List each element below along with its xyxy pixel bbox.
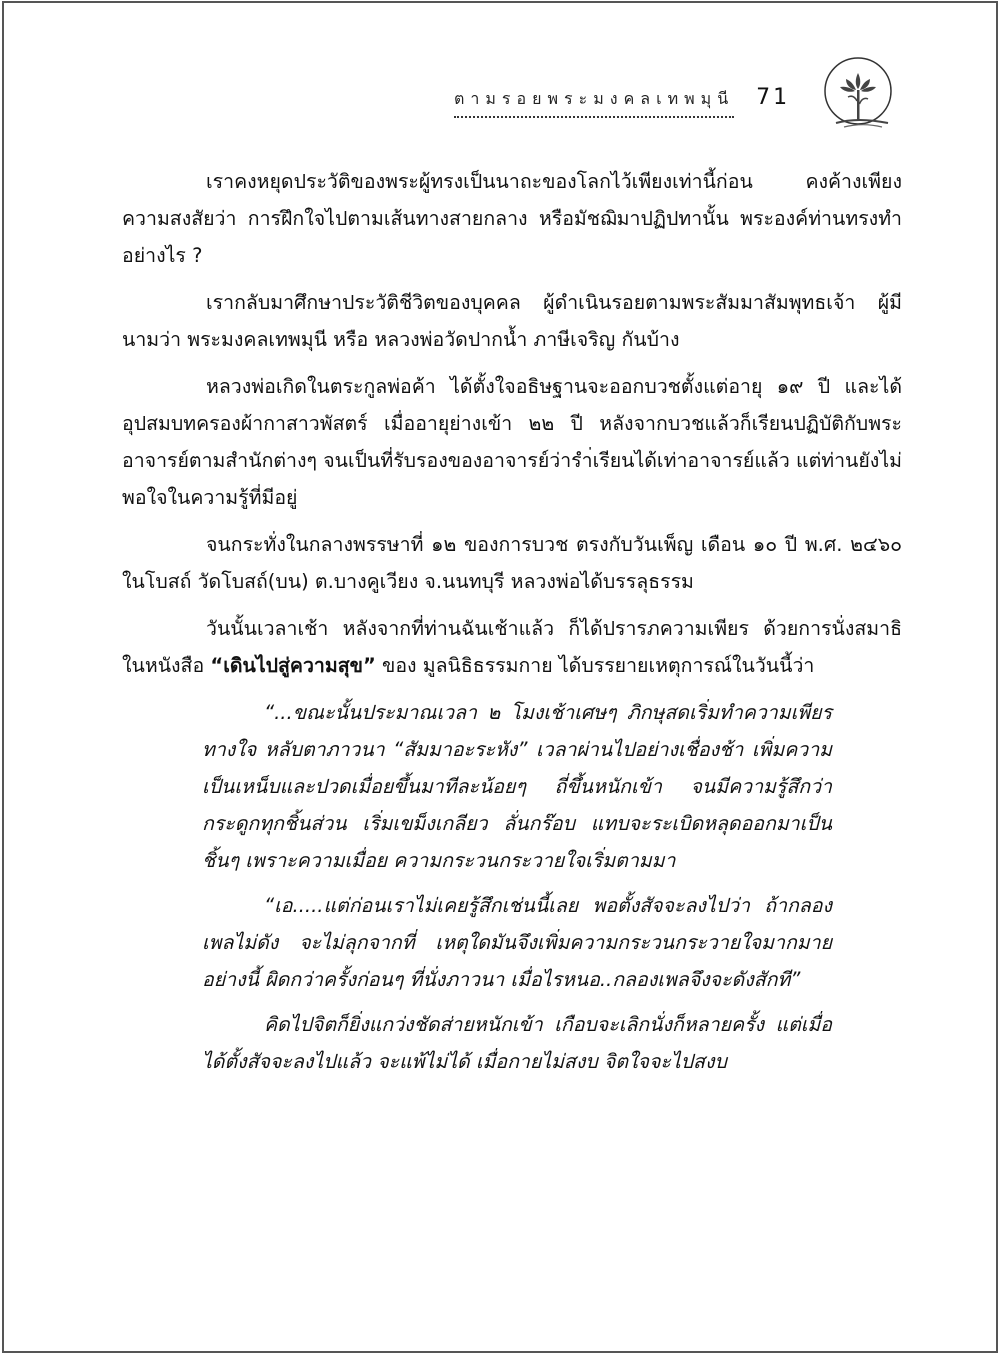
book-title: “เดินไปสู่ความสุข”	[210, 654, 376, 677]
quote-1: “...ขณะนั้นประมาณเวลา ๒ โมงเช้าเศษๆ ภิกษุสดเริ่มทำความเพียรทางใจ หลับตาภาวนา “สัมมาอะระหัง” เวลาผ่านไปอย่างเชื่องช้า เพิ่มความเป็นเหน็บและปวดเมื่อยขึ้นมาทีละน้อยๆ ถี่ขึ้นหนักเข้า จนมีความรู้สึกว่ากระดูกทุกชิ้นส่วน เริ่มเขม็งเกลียว ลั่นกร๊อบ แทบจะระเบิดหลุดออกมาเป็นชิ้นๆ เพราะความเมื่อย ความกระวนกระวายใจเริ่มตามมา	[202, 701, 832, 872]
page-number: 71	[756, 85, 791, 110]
paragraph-5	[122, 610, 902, 684]
paragraph-3: หลวงพ่อเกิดในตระกูลพ่อค้า ได้ตั้งใจอธิษฐานจะออกบวชตั้งแต่อายุ ๑๙ ปี และได้อุปสมบทครองผ้ากาสาวพัสตร์ เมื่ออายุย่างเข้า ๒๒ ปี หลังจากบวชแล้วก็เรียนปฏิบัติกับพระอาจารย์ตามสำนักต่างๆ จนเป็นที่รับรองของอาจารย์ว่ารำ่เรียนได้เท่าอาจารย์แล้ว แต่ท่านยังไม่พอใจในความรู้ที่มีอยู่	[122, 375, 902, 509]
running-title: ตามรอยพระมงคลเทพมุนี	[454, 87, 734, 118]
quote-2: “เอ.....แต่ก่อนเราไม่เคยรู้สึกเช่นนี้เลย พอตั้งสัจจะลงไปว่า ถ้ากลองเพลไม่ดัง จะไม่ลุกจากที่ เหตุใดมันจึงเพิ่มความกระวนกระวายใจมากมายอย่างนี้ ผิดกว่าครั้งก่อนๆ ที่นั่งภาวนา เมื่อไรหนอ..กลองเพลจึงจะดังสักที”	[202, 894, 832, 991]
page-header	[454, 85, 790, 118]
body-text	[122, 163, 902, 1088]
book-page	[2, 1, 998, 1353]
paragraph-5-end: ของ มูลนิธิธรรมกาย ได้บรรยายเหตุการณ์ในวันนี้ว่า	[375, 654, 815, 677]
paragraph-1: เราคงหยุดประวัติของพระผู้ทรงเป็นนาถะของโลกไว้เพียงเท่านี้ก่อน คงค้างเพียงความสงสัยว่า การฝึกใจไปตามเส้นทางสายกลาง หรือมัชฌิมาปฏิปทานั้น พระองค์ท่านทรงทำอย่างไร ?	[122, 170, 902, 267]
lotus-emblem-icon	[822, 55, 902, 137]
paragraph-5-intro: วันนั้นเวลาเช้า หลังจากที่ท่านฉันเช้าแล้ว ก็ได้ปรารภความเพียร ด้วยการนั่งสมาธิ ในหนังสือ	[122, 617, 902, 677]
quote-3: คิดไปจิตก็ยิ่งแกว่งชัดส่ายหนักเข้า เกือบจะเลิกนั่งก็หลายครั้ง แต่เมื่อได้ตั้งสัจจะลงไปแล้ว จะแพ้ไม่ได้ เมื่อกายไม่สงบ จิตใจจะไปสงบ	[202, 1013, 832, 1073]
paragraph-4: จนกระทั่งในกลางพรรษาที่ ๑๒ ของการบวช ตรงกับวันเพ็ญ เดือน ๑๐ ปี พ.ศ. ๒๔๖๐ ในโบสถ์ วัดโบสถ์(บน) ต.บางคูเวียง จ.นนทบุรี หลวงพ่อได้บรรลุธรรม	[122, 533, 902, 593]
paragraph-2: เรากลับมาศึกษาประวัติชีวิตของบุคคล ผู้ดำเนินรอยตามพระสัมมาสัมพุทธเจ้า ผู้มีนามว่า พระมงคลเทพมุนี หรือ หลวงพ่อวัดปากน้ำ ภาษีเจริญ กันบ้าง	[122, 291, 902, 351]
